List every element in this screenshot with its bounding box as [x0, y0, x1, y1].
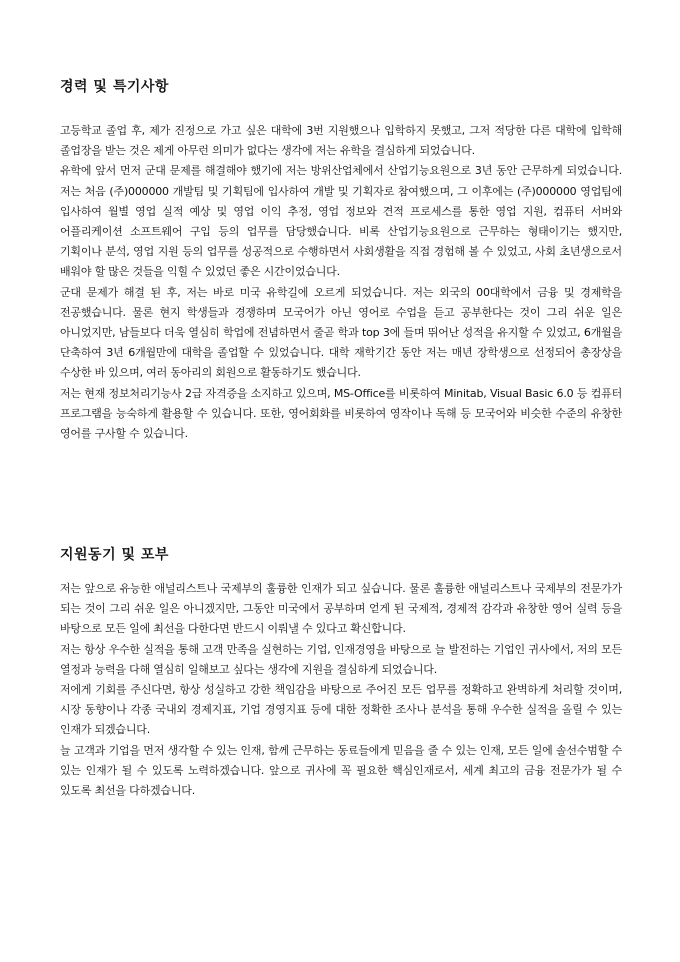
paragraph: 군대 문제가 해결 된 후, 저는 바로 미국 유학길에 오르게 되었습니다. 저는 외국의 00대학에서 금융 및 경제학을 전공했습니다. 물론 현지 학생들과 경쟁하며 모국어가 아닌 영어로 수업을 듣고 공부한다는 것이 그리 쉬운 일은 아니었지만, 남들보다 더욱 열심히 학업에 전념하면서 줄곧 학과 top 3에 들며 뛰어난 성적을 유지할 수 있었고, 6개월을 단축하여 3년 6개월만에 대학을 졸업할 수 있었습니다. 대학 재학기간 동안 저는 매년 장학생으로 선정되어 총장상을 수상한 바 있으며, 여러 동아리의 회원으로 활동하기도 했습니다.	[60, 285, 622, 380]
paragraph: 저는 앞으로 유능한 애널리스트나 국제부의 훌륭한 인재가 되고 싶습니다. 물론 훌륭한 애널리스트나 국제부의 전문가가 되는 것이 그리 쉬운 일은 아니겠지만, 그동안 미국에서 공부하며 얻게 된 국제적, 경제적 감각과 유창한 영어 실력 등을 바탕으로 모든 일에 최선을 다한다면 반드시 이뤄낼 수 있다고 확신합니다.	[60, 582, 622, 636]
paragraph: 늘 고객과 기업을 먼저 생각할 수 있는 인재, 함께 근무하는 동료들에게 믿음을 줄 수 있는 인재, 모든 일에 솔선수범할 수 있는 인재가 될 수 있도록 노력하겠습니다. 앞으로 귀사에 꼭 필요한 핵심인재로서, 세계 최고의 금융 전문가가 될 수 있도록 최선을 다하겠습니다.	[60, 743, 622, 798]
paragraph: 유학에 앞서 먼저 군대 문제를 해결해야 했기에 저는 방위산업체에서 산업기능요원으로 3년 동안 근무하게 되었습니다. 저는 처음 (주)000000 개발팀 및 기획팀에 입사하여 개발 및 기획자로 참여했으며, 그 이후에는 (주)000000 영업팀에 입사하여 월별 영업 실적 예상 및 영업 이익 추정, 영업 정보와 견적 프로세스를 통한 영업 지원, 컴퓨터 서버와 어플리케이션 소프트웨어 구입 등의 업무를 담당했습니다. 비록 산업기능요원으로 근무하는 형태이기는 했지만, 기획이나 분석, 영업 지원 등의 업무를 성공적으로 수행하면서 사회생활을 직접 경험해 볼 수 있었고, 사회 초년생으로서 배워야 할 많은 것들을 익힐 수 있었던 좋은 시간이었습니다.	[60, 164, 622, 279]
paragraph: 저는 항상 우수한 실적을 통해 고객 만족을 실현하는 기업, 인재경영을 바탕으로 늘 발전하는 기업인 귀사에서, 저의 모든 열정과 능력을 다해 열심히 일해보고 싶다는 생각에 지원을 결심하게 되었습니다.	[60, 642, 622, 676]
section-body-motivation	[60, 579, 622, 801]
section-title-career: 경력 및 특기사항	[60, 79, 169, 95]
section-body-career	[60, 121, 622, 444]
paragraph: 저에게 기회를 주신다면, 항상 성실하고 강한 책임감을 바탕으로 주어진 모든 업무를 정확하고 완벽하게 처리할 것이며, 시장 동향이나 각종 국내외 경제지표, 기업 경영지표 등에 대한 정확한 조사나 분석을 통해 우수한 실적을 올릴 수 있는 인재가 되겠습니다.	[60, 683, 622, 737]
section-title-motivation: 지원동기 및 포부	[60, 547, 169, 563]
paragraph: 고등학교 졸업 후, 제가 진정으로 가고 싶은 대학에 3번 지원했으나 입학하지 못했고, 그저 적당한 다른 대학에 입학해 졸업장을 받는 것은 제게 아무런 의미가 없다는 생각에 저는 유학을 결심하게 되었습니다.	[60, 124, 622, 158]
paragraph: 저는 현재 정보처리기능사 2급 자격증을 소지하고 있으며, MS-Office를 비롯하여 Minitab, Visual Basic 6.0 등 컴퓨터 프로그램을 능숙하게 활용할 수 있습니다. 또한, 영어회화를 비롯하여 영작이나 독해 등 모국어와 비슷한 수준의 유창한 영어를 구사할 수 있습니다.	[60, 386, 622, 441]
